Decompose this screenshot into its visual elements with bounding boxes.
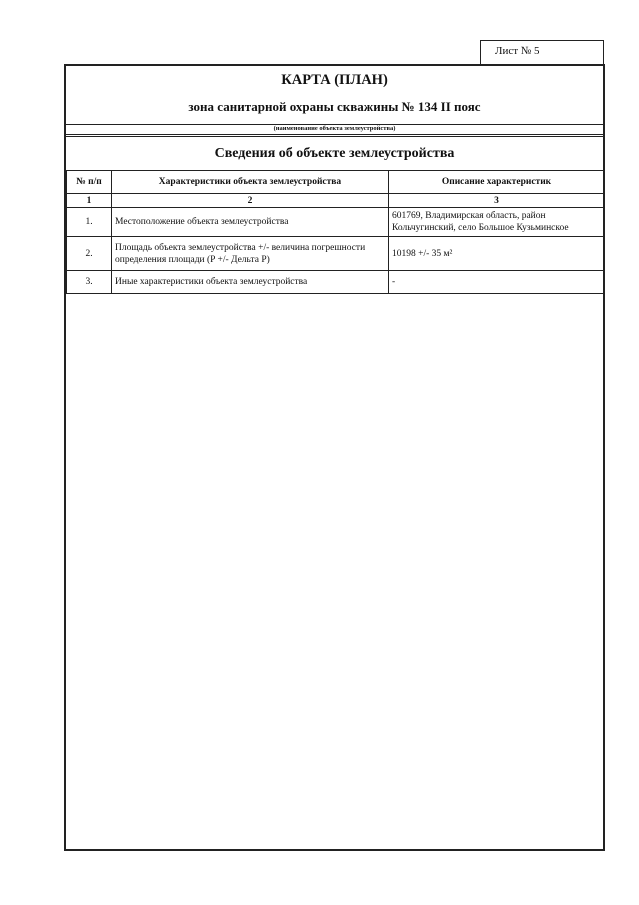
- header-description: Описание характеристик: [389, 171, 605, 194]
- column-number: 1: [67, 194, 112, 208]
- section-title: Сведения об объекте землеустройства: [66, 136, 603, 171]
- sheet-number-box: [480, 40, 604, 64]
- sheet-number: Лист № 5: [495, 45, 540, 57]
- table-row: [67, 271, 605, 294]
- row-description: 10198 +/- 35 м²: [389, 237, 605, 271]
- row-number: 1.: [67, 208, 112, 237]
- table-row: [67, 237, 605, 271]
- document-title: КАРТА (ПЛАН): [281, 72, 388, 88]
- row-characteristic: Площадь объекта землеустройства +/- величина погрешности определения площади (P +/- Дельта P): [112, 237, 389, 271]
- row-characteristic: Местоположение объекта землеустройства: [112, 208, 389, 237]
- table-row: [67, 208, 605, 237]
- row-description: 601769, Владимирская область, район Кольчугинский, село Большое Кузьминское: [389, 208, 605, 237]
- object-info-table: [66, 170, 605, 294]
- column-number: 2: [112, 194, 389, 208]
- document-frame: [64, 64, 605, 851]
- column-number-row: [67, 194, 605, 208]
- table-header-row: [67, 171, 605, 194]
- column-number: 3: [389, 194, 605, 208]
- row-description: -: [389, 271, 605, 294]
- row-characteristic: Иные характеристики объекта землеустройства: [112, 271, 389, 294]
- document-subtitle: зона санитарной охраны скважины № 134 II пояс: [188, 99, 481, 114]
- header-number: № п/п: [67, 171, 112, 194]
- title-block: [66, 66, 603, 125]
- header-characteristic: Характеристики объекта землеустройства: [112, 171, 389, 194]
- object-name-caption: (наименование объекта землеустройства): [66, 124, 603, 135]
- row-number: 3.: [67, 271, 112, 294]
- row-number: 2.: [67, 237, 112, 271]
